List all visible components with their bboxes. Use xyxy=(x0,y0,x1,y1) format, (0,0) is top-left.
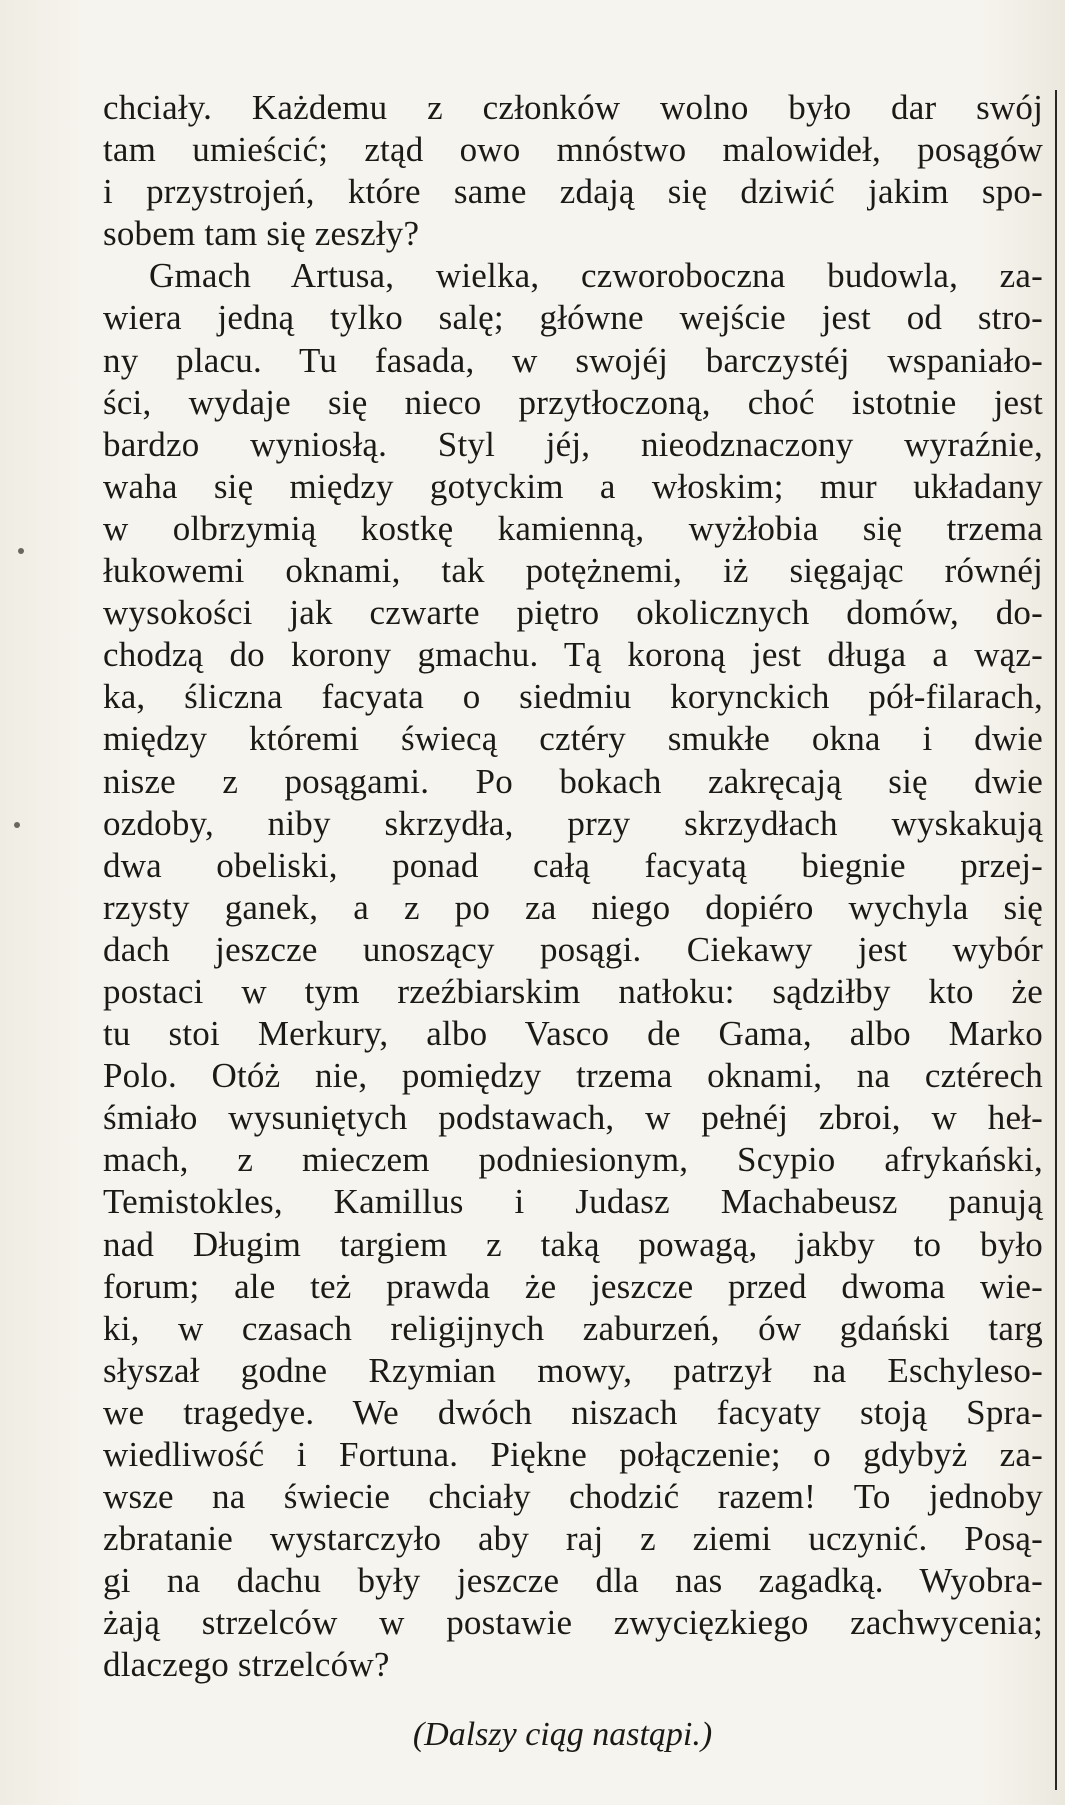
text-line: nad Długim targiem z taką powagą, jakby to było xyxy=(103,1224,1043,1264)
text-line: i przystrojeń, które same zdają się dziwić jakim spo- xyxy=(103,172,1043,212)
text-line: chciały. Każdemu z członków wolno było dar swój xyxy=(103,88,1043,127)
text-line: gi na dachu były jeszcze dla nas zagadką. Wyobra- xyxy=(103,1561,1043,1601)
text-line: dach jeszcze unoszący posągi. Ciekawy jest wybór xyxy=(103,929,1043,969)
continuation-note: (Dalszy ciąg nastąpi.) xyxy=(412,1716,713,1753)
text-line: ny placu. Tu fasada, w swojéj barczystéj wspaniało- xyxy=(103,340,1043,380)
text-line: wsze na świecie chciały chodzić razem! To jednoby xyxy=(103,1477,1043,1517)
text-line: waha się między gotyckim a włoskim; mur układany xyxy=(103,466,1043,506)
text-line: nisze z posągami. Po bokach zakręcają się dwie xyxy=(103,761,1043,801)
text-line: bardzo wyniosłą. Styl jéj, nieodznaczony wyraźnie, xyxy=(103,424,1043,464)
text-line: ści, wydaje się nieco przytłoczoną, choć istotnie jest xyxy=(103,382,1043,422)
text-line: wiera jedną tylko salę; główne wejście jest od stro- xyxy=(103,298,1043,338)
text-line: tam umieścić; ztąd owo mnóstwo malowideł, posągów xyxy=(103,130,1043,170)
text-line: w olbrzymią kostkę kamienną, wyżłobia się trzema xyxy=(103,508,1043,548)
text-line: tu stoi Merkury, albo Vasco de Gama, albo Marko xyxy=(103,1014,1043,1054)
paper-speck xyxy=(18,548,24,554)
text-line: dlaczego strzelców? xyxy=(103,1645,390,1685)
paper-speck xyxy=(14,822,20,828)
text-line: mach, z mieczem podniesionym, Scypio afrykański, xyxy=(103,1140,1043,1180)
text-line: ka, śliczna facyata o siedmiu korynckich pół-filarach, xyxy=(103,677,1043,717)
text-line: we tragedye. We dwóch niszach facyaty stoją Spra- xyxy=(103,1392,1043,1432)
text-line: postaci w tym rzeźbiarskim natłoku: sądziłby kto że xyxy=(103,971,1043,1011)
text-line: ozdoby, niby skrzydła, przy skrzydłach wyskakują xyxy=(103,803,1043,843)
column-rule xyxy=(1055,90,1057,1790)
text-line: ki, w czasach religijnych zaburzeń, ów gdański targ xyxy=(103,1308,1043,1348)
paragraph-start-line: Gmach Artusa, wielka, czworoboczna budowla, za- xyxy=(149,256,1043,296)
text-line: łukowemi oknami, tak potężnemi, iż sięgając równéj xyxy=(103,551,1043,591)
text-line: śmiało wysuniętych podstawach, w pełnéj zbroi, w heł- xyxy=(103,1098,1043,1138)
text-line: wysokości jak czwarte piętro okolicznych domów, do- xyxy=(103,593,1043,633)
text-line: słyszał godne Rzymian mowy, patrzył na Eschyleso- xyxy=(103,1350,1043,1390)
body-text xyxy=(103,87,1043,1687)
text-line: zbratanie wystarczyło aby raj z ziemi uczynić. Posą- xyxy=(103,1519,1043,1559)
text-line: chodzą do korony gmachu. Tą koroną jest długa a wąz- xyxy=(103,635,1043,675)
text-line: Polo. Otóż nie, pomiędzy trzema oknami, na cztérech xyxy=(103,1056,1043,1096)
text-line: dwa obeliski, ponad całą facyatą biegnie przej- xyxy=(103,845,1043,885)
text-line: między któremi świecą cztéry smukłe okna i dwie xyxy=(103,719,1043,759)
text-line: wiedliwość i Fortuna. Piękne połączenie; o gdybyż za- xyxy=(103,1435,1043,1474)
text-line: rzysty ganek, a z po za niego dopiéro wychyla się xyxy=(103,887,1043,927)
text-line: żają strzelców w postawie zwycięzkiego zachwycenia; xyxy=(103,1603,1043,1643)
text-line: forum; ale też prawda że jeszcze przed dwoma wie- xyxy=(103,1266,1043,1306)
text-line: Temistokles, Kamillus i Judasz Machabeusz panują xyxy=(103,1182,1043,1222)
text-line: sobem tam się zeszły? xyxy=(103,214,420,254)
